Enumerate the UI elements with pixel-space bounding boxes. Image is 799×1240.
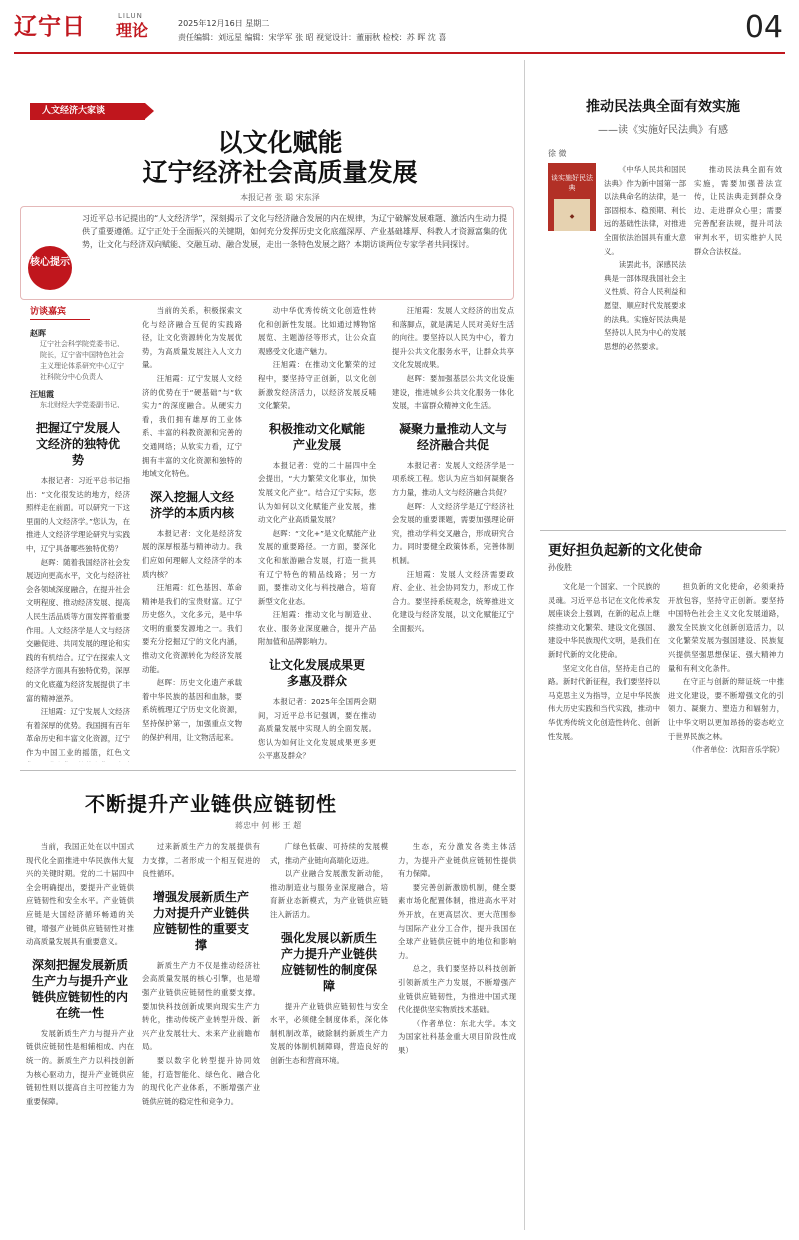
newspaper-logo: 辽宁日 <box>14 13 86 40</box>
body-paragraph: 本报记者：党的二十届四中全会提出，“大力繁荣文化事业，加快发展文化产业”。结合辽宁实际，您认为如何以文化赋能产业发展，推动文化产业高质量发展？ <box>258 460 376 525</box>
book-cover-emblem: ◆ <box>554 199 590 231</box>
section-name: 理论 <box>116 21 149 40</box>
issue-date: 2025年12月16日 星期二 <box>178 19 270 28</box>
sidebar-divider <box>524 60 525 1230</box>
lead-column-3 <box>258 304 376 762</box>
guest-item <box>30 389 125 410</box>
subheading: 积极推动文化赋能产业发展 <box>268 421 365 452</box>
body-paragraph: 生态，充分激发各类主体活力，为提升产业链供应链韧性提供有力保障。 <box>398 842 516 879</box>
sidebar-article2-col2 <box>668 580 784 1225</box>
subheading: 让文化发展成果更多惠及群众 <box>268 658 365 689</box>
lead-column-2 <box>142 304 242 762</box>
section-name-en: LILUN <box>118 12 143 20</box>
body-paragraph: 要完善创新激励机制，健全要素市场化配置体制，推进高水平对外开放，在更高层次、更大范围参与国际产业分工合作，提升我国在全球产业链供应链中的地位和影响力。 <box>398 882 516 960</box>
body-paragraph: 新质生产力不仅是推动经济社会高质量发展的核心引擎，也是增强产业链供应链韧性的重要支撑。要加快科技创新成果向现实生产力转化，推动传统产业转型升级、新兴产业发展壮大、未来产业前瞻布局。 <box>142 960 260 1052</box>
body-paragraph: 以产业融合发展激发新动能，推动制造业与服务业深度融合，培育新业态新模式，为产业链供应链注入新活力。 <box>270 869 388 919</box>
subheading: 深刻把握发展新质生产力与提升产业链供应链韧性的内在统一性 <box>32 957 129 1020</box>
sidebar-article2-author: 孙俊胜 <box>548 563 572 572</box>
body-paragraph: 《中华人民共和国民法典》作为新中国第一部以法典命名的法律，是一部固根本、稳预期、利长远的基础性法律，对推进全面依法治国具有重大意义。 <box>604 165 686 256</box>
second-byline: 蒋忠中 何 彬 王 超 <box>235 821 302 830</box>
guest-tag: 访谈嘉宾 <box>30 304 90 320</box>
editor-credits: 责任编辑：刘远星 编辑：宋学军 张 昭 视觉设计：董丽秋 检校：苏 晖 沈 喜 <box>178 33 447 42</box>
body-paragraph: 发展新质生产力与提升产业链供应链韧性是相辅相成、内在统一的。新质生产力以科技创新为核心驱动力，提升产业链供应链韧性则以提高自主可控能力为重要保障。 <box>26 1028 134 1106</box>
lead-intro: 习近平总书记提出的“人文经济学”，深刻揭示了文化与经济融合发展的内在规律，为辽宁破解发展难题、激活内生动力提供了重要遵循。辽宁正处于全面振兴的关键期，如何充分发挥历史文化底蕴深厚、产业基础雄厚、科教人才资源富集的优势，让文化与经济双向赋能、交融互动、融合发展，走出一条特色发展之路？本期访谈两位专家学者共同探讨。 <box>82 214 507 249</box>
body-paragraph: 赵晖：“文化+”是文化赋能产业发展的重要路径。一方面，要深化文化和旅游融合发展，打造一批具有辽宁特色的精品线路；另一方面，要推动文化与科技融合，培育新型文化业态。 <box>258 528 376 606</box>
body-paragraph: 赵晖：要加强基层公共文化设施建设，推进城乡公共文化服务一体化发展，丰富群众精神文化生活。 <box>392 373 514 411</box>
body-paragraph: 本报记者：发展人文经济学是一项系统工程。您认为应当如何凝聚各方力量，推动人文与经济融合共促？ <box>392 460 514 497</box>
body-paragraph: 文化是一个国家、一个民族的灵魂。习近平总书记在文化传承发展座谈会上强调，在新的起点上继续推动文化繁荣、建设文化强国、建设中华民族现代文明，是我们在新时代新的文化使命。 <box>548 582 660 659</box>
body-paragraph: 汪旭霞：辽宁发展人文经济的优势在于“硬基础”与“软实力”的深度融合。从硬实力看，我们拥有雄厚的工业体系、丰富的科教资源和完善的交通网络；从软实力看，辽宁拥有丰富的文化资源和独特的地域文化特色。 <box>142 373 242 479</box>
second-column-3 <box>270 840 388 1230</box>
body-paragraph: 要以数字化转型提升协同效能，打造智能化、绿色化、融合化的现代化产业体系，不断增强产业链供应链的稳定性和竞争力。 <box>142 1055 260 1106</box>
sidebar-article1-title: 推动民法典全面有效实施 <box>586 99 740 115</box>
body-paragraph: 本报记者：习近平总书记指出：“文化很发达的地方，经济照样走在前面。可以研究一下这里面的人文经济学。”您认为，在推进人文经济学理论研究与实践中，辽宁具备哪些独特优势？ <box>26 476 130 553</box>
body-paragraph: 总之，我们要坚持以科技创新引领新质生产力发展，不断增强产业链供应链韧性，为推进中国式现代化提供坚实物质技术基础。 <box>398 964 516 1015</box>
body-paragraph: 汪旭霞：发展人文经济需要政府、企业、社会协同发力，形成工作合力。要坚持系统观念，统筹推进文化建设与经济发展，以文化赋能辽宁全面振兴。 <box>392 569 514 633</box>
second-column-2 <box>142 840 260 1230</box>
sidebar-article1-subtitle: ——读《实施好民法典》有感 <box>598 125 728 136</box>
body-paragraph: 汪旭霞：推动文化与制造业、农业、服务业深度融合，提升产品附加值和品牌影响力。 <box>258 610 376 647</box>
body-paragraph: 当前，我国正处在以中国式现代化全面推进中华民族伟大复兴的关键时期。党的二十届四中全会明确提出，要提升产业链供应链韧性和安全水平。产业链供应链是大国经济循环畅通的关键，增强产业链供应链韧性对推动高质量发展具有重要意义。 <box>26 842 134 947</box>
core-hint-badge: 核心提示 <box>28 246 72 290</box>
body-paragraph: 赵晖：人文经济学是辽宁经济社会发展的重要课题，需要加强理论研究，推动学科交叉融合，形成研究合力。同时要健全政策体系，完善体制机制。 <box>392 501 514 565</box>
body-paragraph: 本报记者：2025年全国两会期间，习近平总书记强调，要在推动高质量发展中实现人的全面发展。您认为如何让文化发展成果更多更公平惠及群众？ <box>258 697 376 761</box>
guest-item <box>30 328 125 383</box>
body-paragraph: 赵晖：随着我国经济社会发展迈向更高水平，文化与经济社会各领域深度融合，在提升社会文明程度、推动经济发展、提高人民生活品质等方面发挥着重要作用。人文经济学是人文与经济交融促进、共同发展的理论和实践的有机结合。辽宁在探索人文经济学方面具有独特优势，深厚的文化底蕴为经济发展提供了丰富的精神滋养。 <box>26 557 130 703</box>
body-paragraph: 过来新质生产力的发展提供有力支撑，二者形成一个相互促进的良性循环。 <box>142 842 260 879</box>
book-cover-image <box>548 163 596 231</box>
guest-desc: 辽宁社会科学院党委书记、院长，辽宁省中国特色社会主义理论体系研究中心辽宁社科院分中心负责人 <box>40 340 124 381</box>
subheading: 深入挖掘人文经济学的本质内核 <box>149 489 234 520</box>
body-paragraph: 广绿色低碳、可持续的发展模式，推动产业链向高端化迈进。 <box>270 842 388 865</box>
body-paragraph: 提升产业链供应链韧性与安全水平，必须健全制度体系，深化体制机制改革，破除制约新质生产力发展的体制机制障碍，营造良好的创新生态和营商环境。 <box>270 1001 388 1065</box>
subheading: 强化发展以新质生产力提升产业链供应链韧性的制度保障 <box>280 930 377 993</box>
body-paragraph: 在守正与创新的辩证统一中推进文化建设，要不断增强文化的引领力、凝聚力、塑造力和辐射力，让中华文明以更加昂扬的姿态屹立于世界民族之林。 <box>668 677 784 741</box>
guest-list <box>30 322 125 410</box>
guest-name: 赵晖 <box>30 329 46 338</box>
subheading: 把握辽宁发展人文经济的独特优势 <box>35 421 120 467</box>
lead-headline <box>60 128 500 188</box>
header-rule <box>14 52 785 54</box>
subheading: 凝聚力量推动人文与经济融合共促 <box>398 421 507 452</box>
sidebar-article1-col1 <box>604 163 686 523</box>
section-divider <box>20 770 516 771</box>
lead-headline-line2: 辽宁经济社会高质量发展 <box>142 158 418 187</box>
guest-name: 汪旭霞 <box>30 390 54 399</box>
lead-headline-line1: 以文化赋能 <box>217 128 343 157</box>
body-paragraph: 担负新的文化使命，必须秉持开放包容，坚持守正创新。要坚持中国特色社会主义文化发展道路，激发全民族文化创新创造活力，以文化繁荣发展为强国建设、民族复兴提供坚强思想保证、强大精神力量和有利文化条件。 <box>668 582 784 673</box>
subheading: 增强发展新质生产力对提升产业链供应链韧性的重要支撑 <box>152 889 249 952</box>
page-number: 04 <box>744 10 783 45</box>
body-paragraph: （作者单位：东北大学。本文为国家社科基金重大项目阶段性成果） <box>398 1018 516 1055</box>
body-paragraph: 汪旭霞：辽宁发展人文经济有着深厚的优势。我国拥有百年革命历史和丰富文化资源，辽宁作为中国工业的摇篮，红色文 <box>26 707 130 757</box>
body-paragraph: 汪旭霞：发展人文经济的出发点和落脚点，就是满足人民对美好生活的向往。要坚持以人民为中心，着力提升公共文化服务水平，让群众共享文化发展成果。 <box>392 306 514 370</box>
body-paragraph: 本报记者：文化是经济发展的深厚根基与精神动力。我们应如何理解人文经济学的本质内核？ <box>142 528 242 579</box>
author-affiliation-note: （作者单位：沈阳音乐学院） <box>687 745 784 755</box>
body-paragraph: 推动民法典全面有效实施，需要加强普法宣传，让民法典走到群众身边、走进群众心里；需要完善配套法规，提升司法审判水平，切实维护人民群众合法权益。 <box>694 165 782 256</box>
sidebar-divider-h <box>540 530 786 531</box>
sidebar-article1-col2 <box>694 163 782 523</box>
second-column-1 <box>26 840 134 1230</box>
guest-desc: 东北财经大学党委副书记、 <box>40 401 124 409</box>
body-paragraph: 当前的关系，积极探索文化与经济融合互促的实践路径，让文化资源转化为发展优势，为高质量发展注入人文力量。 <box>142 306 242 370</box>
body-paragraph: 动中华优秀传统文化创造性转化和创新性发展。比如通过博物馆展览、主题游径等形式，让公众直观感受文化遗产魅力。 <box>258 306 376 356</box>
sidebar-article1-author: 徐 微 <box>548 149 567 158</box>
lead-column-4 <box>392 304 514 762</box>
sidebar-article2-col1 <box>548 580 660 1225</box>
lead-byline: 本报记者 张 聪 宋东泽 <box>240 193 320 202</box>
second-headline: 不断提升产业链供应链韧性 <box>85 792 337 816</box>
body-paragraph: 汪旭霞：在推动文化繁荣的过程中，要坚持守正创新，以文化创新激发经济活力，以经济发展反哺文化繁荣。 <box>258 360 376 411</box>
body-paragraph: 汪旭霞：红色基因、革命精神是我们的宝贵财富。辽宁历史悠久，文化多元，是中华文明的重要发源地之一。我们要充分挖掘辽宁的文化内涵，推动文化资源转化为经济发展动能。 <box>142 583 242 674</box>
column-banner: 人文经济大家谈 <box>30 103 145 120</box>
lead-column-1 <box>26 412 130 762</box>
second-column-4 <box>398 840 516 1230</box>
sidebar-article2-title: 更好担负起新的文化使命 <box>548 543 702 559</box>
body-paragraph: 读罢此书，深感民法典是一部体现我国社会主义性质、符合人民利益和愿望、顺应时代发展要求的法典。实施好民法典是坚持以人民为中心的发展思想的必然要求。 <box>604 260 686 351</box>
body-paragraph: 赵晖：历史文化遗产承载着中华民族的基因和血脉，要系统梳理辽宁历史文化资源，坚持保护第一，加强重点文物的保护利用，让文物活起来。 <box>142 678 242 742</box>
body-paragraph: 坚定文化自信，坚持走自己的路。新时代新征程，我们要坚持以马克思主义为指导，立足中华民族伟大历史实践和当代实践，推动中华优秀传统文化创造性转化、创新性发展。 <box>548 663 660 741</box>
book-cover-title: 谈实施好民法典 <box>551 174 593 192</box>
